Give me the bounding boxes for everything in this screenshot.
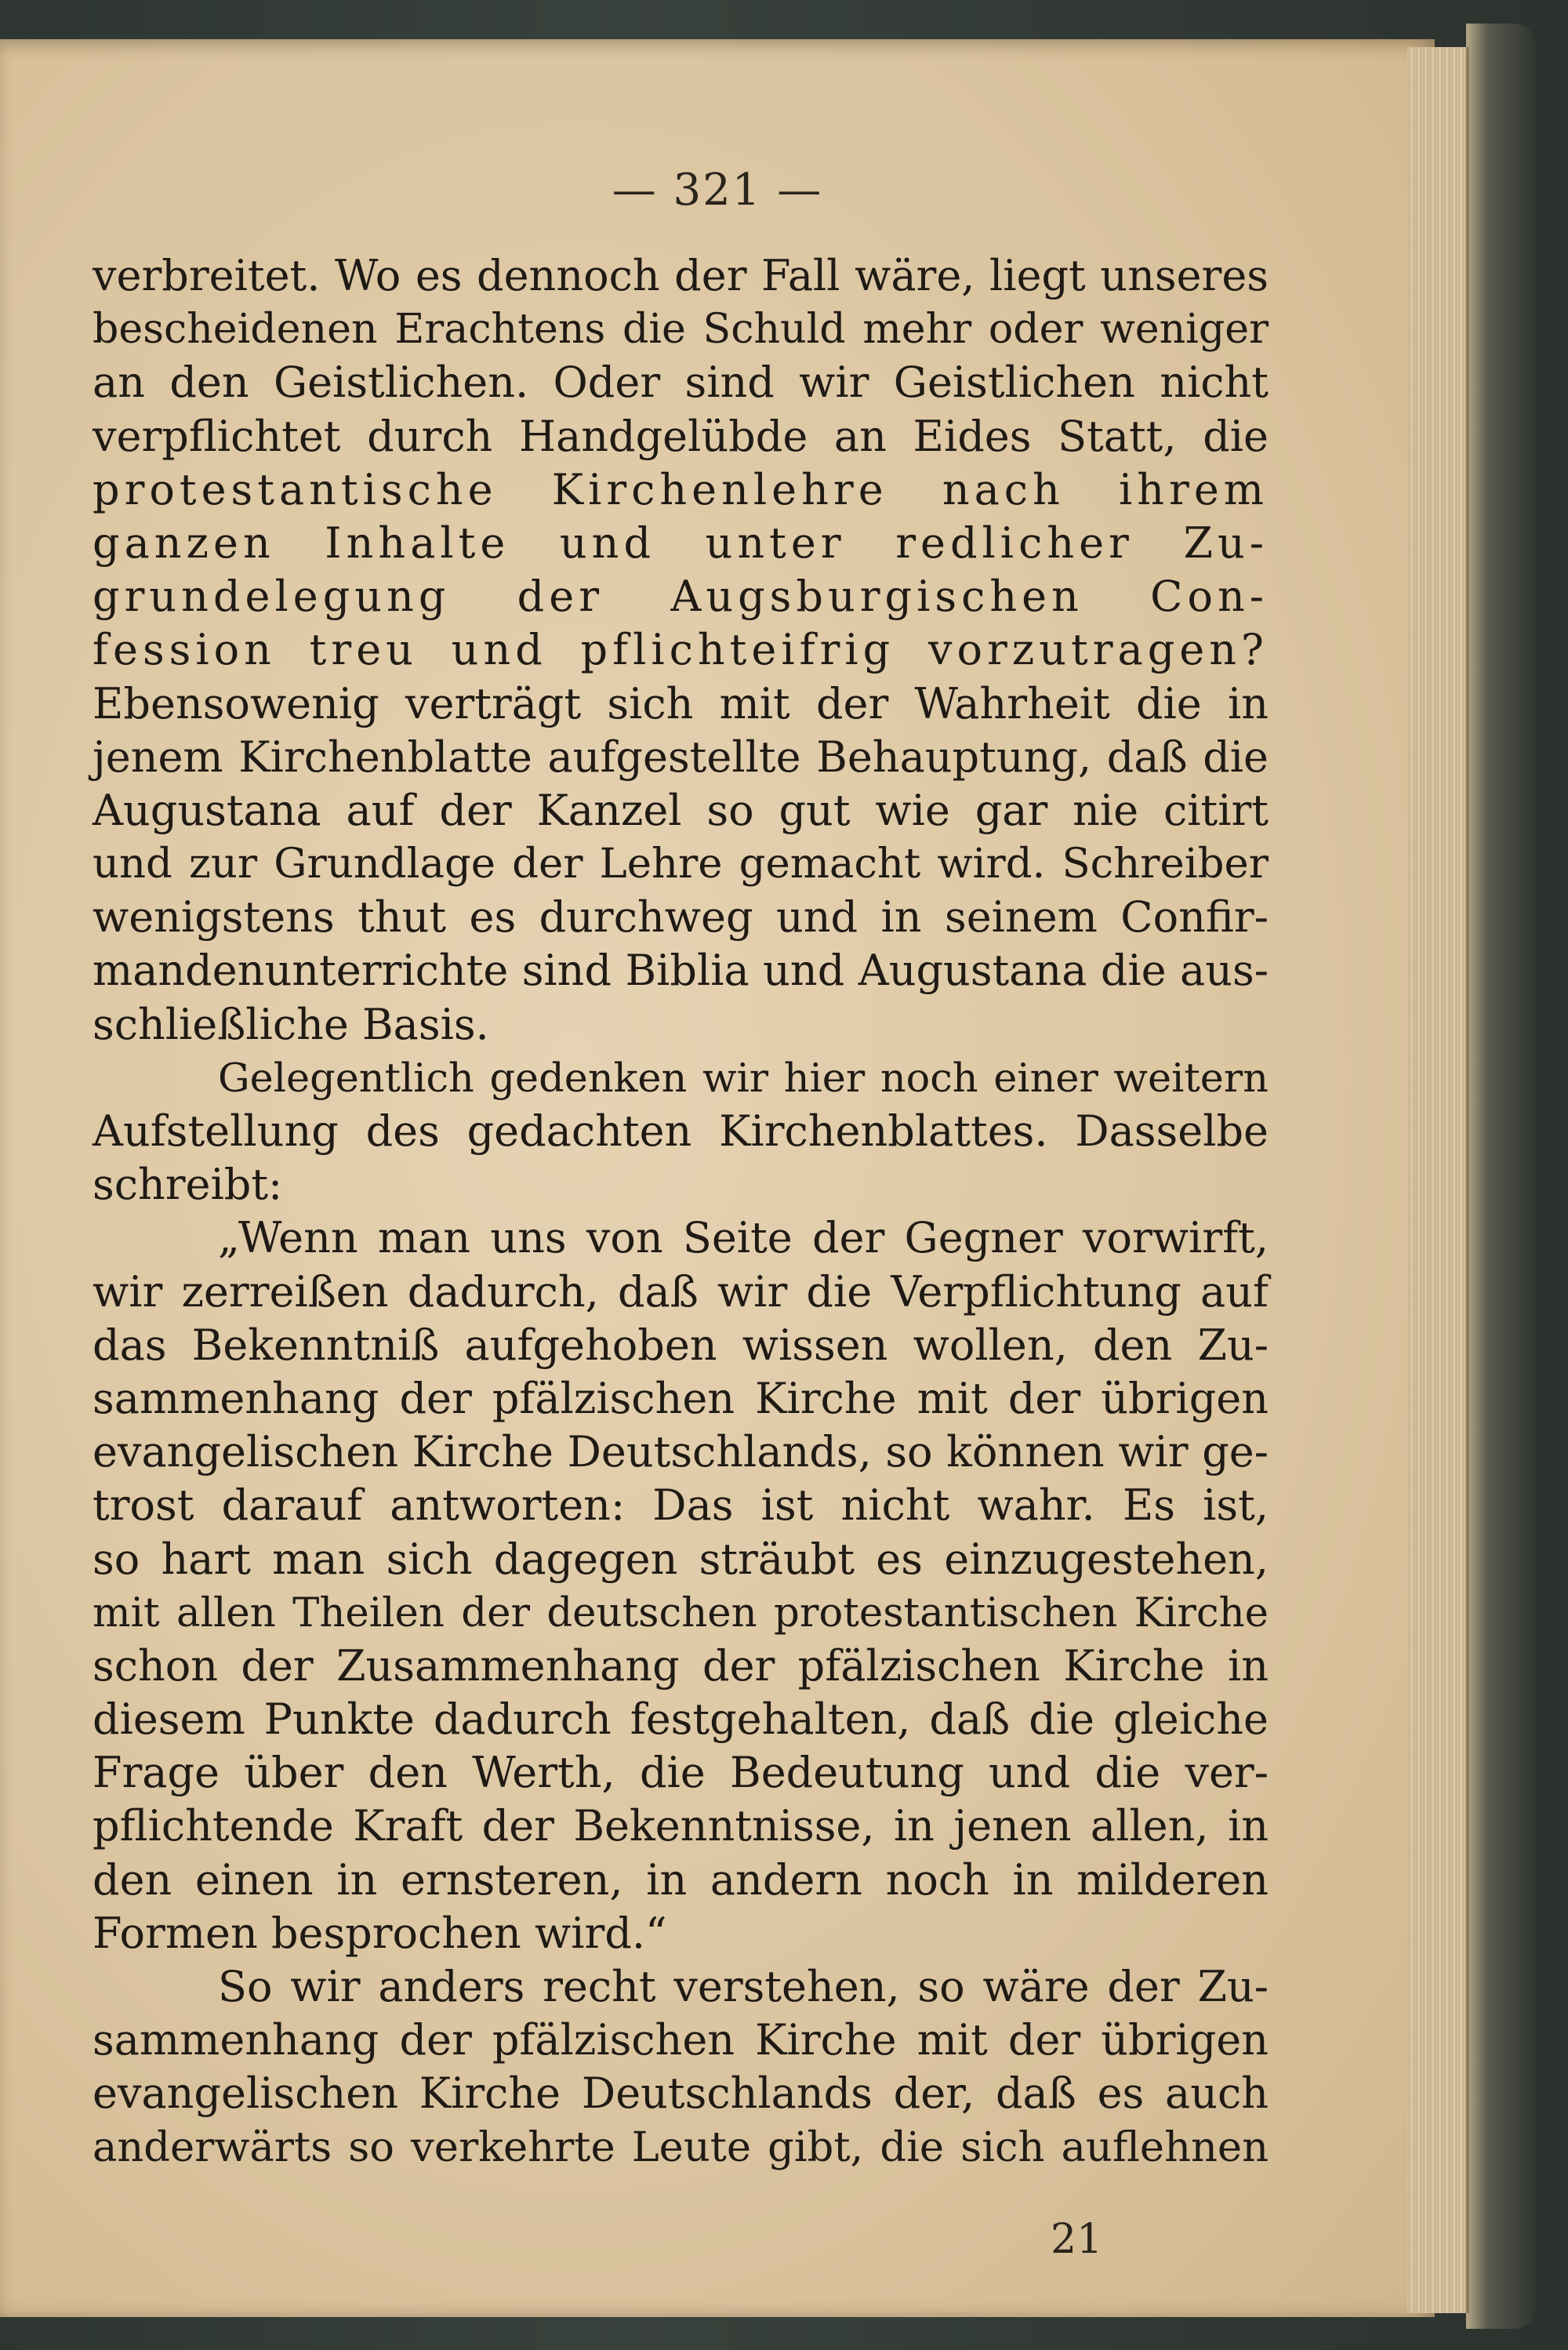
text-line: das Bekenntniß aufgehoben wissen wollen, den Zu- bbox=[93, 1320, 1269, 1370]
text-line: mit allen Theilen der deutschen protestantischen Kirche bbox=[93, 1589, 1269, 1636]
text-line: schreibt: bbox=[93, 1160, 283, 1210]
text-line: So wir anders recht verstehen, so wäre der Zu- bbox=[218, 1962, 1269, 2011]
text-line: den einen in ernsteren, in andern noch in milderen bbox=[93, 1854, 1269, 1905]
text-line: wir zerreißen dadurch, daß wir die Verpflichtung auf bbox=[93, 1266, 1269, 1317]
text-line: Gelegentlich gedenken wir hier noch einer weitern bbox=[218, 1054, 1269, 1101]
text-line: ganzen Inhalte und unter redlicher Zu- bbox=[93, 518, 1269, 568]
page-body-text bbox=[93, 249, 1269, 2174]
text-line: pflichtende Kraft der Bekenntnisse, in jenen allen, in bbox=[93, 1801, 1269, 1851]
text-line: trost darauf antworten: Das ist nicht wahr. Es ist, bbox=[93, 1480, 1269, 1531]
signature-mark: 21 bbox=[1051, 2216, 1103, 2263]
text-line: protestantische Kirchenlehre nach ihrem bbox=[93, 464, 1269, 514]
text-line: und zur Grundlage der Lehre gemacht wird. Schreiber bbox=[93, 840, 1269, 888]
text-line: grundelegung der Augsburgischen Con- bbox=[93, 572, 1269, 622]
text-line: wenigstens thut es durchweg und in seinem Confir- bbox=[93, 892, 1269, 943]
text-line: evangelischen Kirche Deutschlands, so können wir ge- bbox=[93, 1427, 1269, 1477]
text-line: mandenunterrichte sind Biblia und Augustana die aus- bbox=[93, 946, 1269, 996]
page-number-header: — 321 — bbox=[612, 165, 823, 216]
text-line: schon der Zusammenhang der pfälzischen Kirche in bbox=[93, 1640, 1269, 1691]
text-line: fession treu und pflichteifrig vorzutragen? bbox=[93, 625, 1269, 675]
text-line: schließliche Basis. bbox=[93, 999, 489, 1049]
text-line: Augustana auf der Kanzel so gut wie gar nie citirt bbox=[93, 785, 1269, 835]
page-edges bbox=[1407, 47, 1469, 2313]
text-line: Formen besprochen wird.“ bbox=[93, 1908, 667, 1958]
text-line: so hart man sich dagegen sträubt es einzugestehen, bbox=[93, 1534, 1269, 1584]
text-line: anderwärts so verkehrte Leute gibt, die sich auflehnen bbox=[93, 2123, 1269, 2171]
text-line: Aufstellung des gedachten Kirchenblattes. Dasselbe bbox=[93, 1106, 1269, 1156]
text-line: bescheidenen Erachtens die Schuld mehr oder weniger bbox=[93, 306, 1269, 354]
text-line: an den Geistlichen. Oder sind wir Geistlichen nicht bbox=[93, 358, 1269, 408]
text-line: Frage über den Werth, die Bedeutung und die ver- bbox=[93, 1748, 1269, 1798]
text-line: diesem Punkte dadurch festgehalten, daß die gleiche bbox=[93, 1694, 1269, 1745]
text-line: sammenhang der pfälzischen Kirche mit der übrigen bbox=[93, 1373, 1269, 1423]
text-line: verpflichtet durch Handgelübde an Eides Statt, die bbox=[93, 411, 1269, 461]
text-line: evangelischen Kirche Deutschlands der, daß es auch bbox=[93, 2069, 1269, 2119]
book-cover-edge bbox=[1466, 24, 1537, 2329]
text-line: Ebensowenig verträgt sich mit der Wahrheit die in bbox=[93, 678, 1269, 728]
text-line: sammenhang der pfälzischen Kirche mit der übrigen bbox=[93, 2015, 1269, 2065]
text-line: verbreitet. Wo es dennoch der Fall wäre, liegt unseres bbox=[93, 251, 1269, 300]
text-line: „Wenn man uns von Seite der Gegner vorwirft, bbox=[218, 1213, 1269, 1263]
text-line: jenem Kirchenblatte aufgestellte Behauptung, daß die bbox=[93, 732, 1269, 782]
